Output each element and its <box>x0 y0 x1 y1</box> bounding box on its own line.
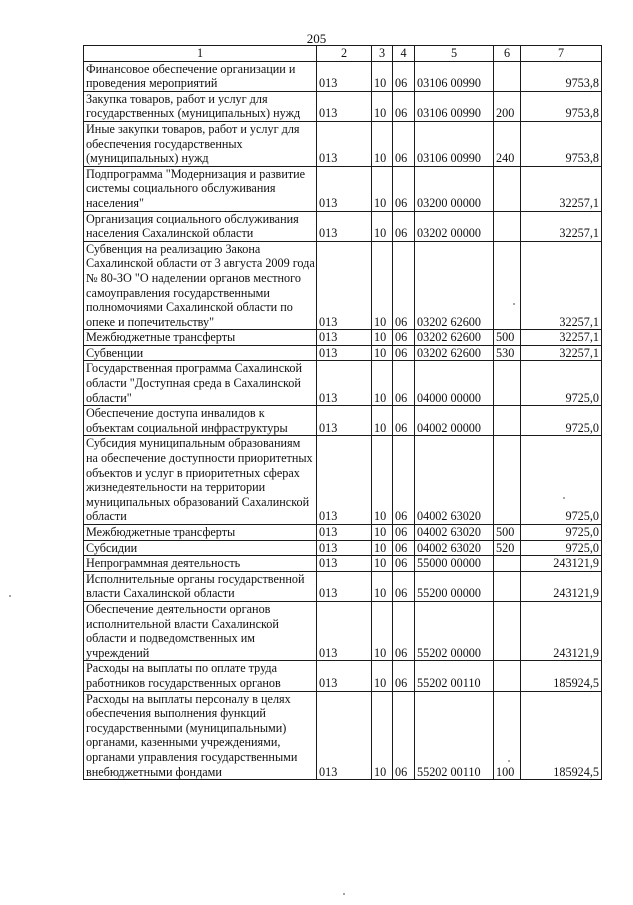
code-cell: 03200 00000 <box>415 166 494 211</box>
code-cell: 10 <box>372 540 393 556</box>
code-cell: 013 <box>317 601 372 660</box>
scan-speck <box>513 303 515 305</box>
code-cell: 55202 00110 <box>415 661 494 691</box>
amount-cell: 9753,8 <box>521 121 602 166</box>
code-cell: 530 <box>494 345 521 361</box>
code-cell: 100 <box>494 691 521 780</box>
code-cell: 013 <box>317 661 372 691</box>
code-cell: 10 <box>372 436 393 525</box>
code-cell: 03202 62600 <box>415 345 494 361</box>
code-cell: 10 <box>372 345 393 361</box>
code-cell: 013 <box>317 525 372 541</box>
code-cell: 10 <box>372 691 393 780</box>
table-row <box>84 406 602 436</box>
code-cell: 03106 00990 <box>415 121 494 166</box>
code-cell: 10 <box>372 571 393 601</box>
code-cell: 06 <box>393 91 415 121</box>
table-row <box>84 691 602 780</box>
scan-speck <box>343 893 345 895</box>
code-cell: 06 <box>393 241 415 330</box>
code-cell: 10 <box>372 361 393 406</box>
amount-cell: 243121,9 <box>521 556 602 572</box>
code-cell: 013 <box>317 406 372 436</box>
code-cell <box>494 571 521 601</box>
budget-table <box>83 45 602 780</box>
row-name-cell: Непрограммная деятельность <box>84 556 317 572</box>
code-cell: 10 <box>372 211 393 241</box>
code-cell: 55202 00000 <box>415 601 494 660</box>
table-row <box>84 166 602 211</box>
row-name-cell: Подпрограмма "Модернизация и развитие системы социального обслуживания населения" <box>84 166 317 211</box>
code-cell <box>494 241 521 330</box>
code-cell: 04002 63020 <box>415 540 494 556</box>
code-cell <box>494 361 521 406</box>
table-row <box>84 241 602 330</box>
table-row <box>84 540 602 556</box>
code-cell: 013 <box>317 540 372 556</box>
code-cell: 03202 62600 <box>415 241 494 330</box>
column-header: 4 <box>393 46 415 62</box>
code-cell: 04002 63020 <box>415 525 494 541</box>
row-name-cell: Субсидия муниципальным образованиям на обеспечение доступности приоритетных объектов и услуг в приоритетных сферах жизнедеятельности на территории муниципальных образований Сахалинской области <box>84 436 317 525</box>
table-row <box>84 571 602 601</box>
row-name-cell: Субсидии <box>84 540 317 556</box>
code-cell <box>494 166 521 211</box>
row-name-cell: Обеспечение деятельности органов исполнительной власти Сахалинской области и подведомственных им учреждений <box>84 601 317 660</box>
column-header: 3 <box>372 46 393 62</box>
column-header: 1 <box>84 46 317 62</box>
code-cell: 06 <box>393 345 415 361</box>
column-header: 2 <box>317 46 372 62</box>
code-cell: 06 <box>393 525 415 541</box>
scan-speck <box>563 497 565 499</box>
amount-cell: 9725,0 <box>521 525 602 541</box>
code-cell: 500 <box>494 330 521 346</box>
table-header-row <box>84 46 602 62</box>
table-row <box>84 91 602 121</box>
code-cell: 03106 00990 <box>415 91 494 121</box>
scan-speck <box>9 595 11 597</box>
table-row <box>84 361 602 406</box>
amount-cell: 185924,5 <box>521 691 602 780</box>
code-cell: 013 <box>317 211 372 241</box>
table-row <box>84 121 602 166</box>
amount-cell: 9753,8 <box>521 91 602 121</box>
code-cell: 55200 00000 <box>415 571 494 601</box>
code-cell: 06 <box>393 691 415 780</box>
code-cell: 03202 00000 <box>415 211 494 241</box>
code-cell: 500 <box>494 525 521 541</box>
row-name-cell: Субвенции <box>84 345 317 361</box>
code-cell: 10 <box>372 525 393 541</box>
code-cell: 013 <box>317 330 372 346</box>
code-cell: 013 <box>317 345 372 361</box>
column-header: 5 <box>415 46 494 62</box>
code-cell: 013 <box>317 361 372 406</box>
code-cell: 013 <box>317 166 372 211</box>
code-cell: 06 <box>393 361 415 406</box>
row-name-cell: Расходы на выплаты по оплате труда работников государственных органов <box>84 661 317 691</box>
table-row <box>84 525 602 541</box>
code-cell: 10 <box>372 601 393 660</box>
code-cell: 013 <box>317 571 372 601</box>
amount-cell: 32257,1 <box>521 241 602 330</box>
code-cell <box>494 601 521 660</box>
code-cell: 10 <box>372 166 393 211</box>
code-cell <box>494 661 521 691</box>
row-name-cell: Государственная программа Сахалинской области "Доступная среда в Сахалинской области" <box>84 361 317 406</box>
code-cell: 10 <box>372 406 393 436</box>
row-name-cell: Субвенция на реализацию Закона Сахалинской области от 3 августа 2009 года № 80-ЗО "О наделении органов местного самоуправления государственными полномочиями Сахалинской области по опеке и попечительству" <box>84 241 317 330</box>
code-cell <box>494 211 521 241</box>
code-cell: 10 <box>372 121 393 166</box>
code-cell: 04000 00000 <box>415 361 494 406</box>
table-row <box>84 436 602 525</box>
code-cell <box>494 61 521 91</box>
table-row <box>84 601 602 660</box>
row-name-cell: Финансовое обеспечение организации и проведения мероприятий <box>84 61 317 91</box>
row-name-cell: Расходы на выплаты персоналу в целях обеспечения выполнения функций государственными (муниципальными) органами, казенными учреждениями, органами управления государственными внебюджетными фондами <box>84 691 317 780</box>
amount-cell: 243121,9 <box>521 571 602 601</box>
amount-cell: 9753,8 <box>521 61 602 91</box>
table-row <box>84 345 602 361</box>
code-cell <box>494 436 521 525</box>
code-cell: 013 <box>317 556 372 572</box>
code-cell: 06 <box>393 406 415 436</box>
code-cell: 013 <box>317 121 372 166</box>
code-cell: 10 <box>372 556 393 572</box>
code-cell: 520 <box>494 540 521 556</box>
code-cell: 06 <box>393 330 415 346</box>
code-cell: 06 <box>393 436 415 525</box>
table-row <box>84 211 602 241</box>
column-header: 7 <box>521 46 602 62</box>
amount-cell: 32257,1 <box>521 211 602 241</box>
table-row <box>84 330 602 346</box>
code-cell: 10 <box>372 330 393 346</box>
row-name-cell: Иные закупки товаров, работ и услуг для обеспечения государственных (муниципальных) нужд <box>84 121 317 166</box>
page-number: 205 <box>306 31 327 46</box>
code-cell: 013 <box>317 241 372 330</box>
amount-cell: 32257,1 <box>521 345 602 361</box>
code-cell: 10 <box>372 661 393 691</box>
table-row <box>84 556 602 572</box>
code-cell: 10 <box>372 241 393 330</box>
code-cell: 240 <box>494 121 521 166</box>
amount-cell: 243121,9 <box>521 601 602 660</box>
table-row <box>84 61 602 91</box>
code-cell: 200 <box>494 91 521 121</box>
code-cell: 06 <box>393 211 415 241</box>
code-cell: 10 <box>372 91 393 121</box>
code-cell: 013 <box>317 436 372 525</box>
code-cell: 06 <box>393 556 415 572</box>
code-cell: 03202 62600 <box>415 330 494 346</box>
code-cell <box>494 406 521 436</box>
code-cell: 06 <box>393 121 415 166</box>
amount-cell: 9725,0 <box>521 540 602 556</box>
code-cell: 06 <box>393 61 415 91</box>
amount-cell: 9725,0 <box>521 436 602 525</box>
code-cell: 06 <box>393 540 415 556</box>
amount-cell: 32257,1 <box>521 330 602 346</box>
code-cell: 06 <box>393 661 415 691</box>
code-cell: 04002 00000 <box>415 406 494 436</box>
code-cell <box>494 556 521 572</box>
code-cell: 06 <box>393 601 415 660</box>
code-cell: 013 <box>317 91 372 121</box>
table-row <box>84 661 602 691</box>
code-cell: 10 <box>372 61 393 91</box>
code-cell: 06 <box>393 571 415 601</box>
code-cell: 06 <box>393 166 415 211</box>
amount-cell: 9725,0 <box>521 361 602 406</box>
amount-cell: 32257,1 <box>521 166 602 211</box>
code-cell: 03106 00990 <box>415 61 494 91</box>
row-name-cell: Организация социального обслуживания населения Сахалинской области <box>84 211 317 241</box>
row-name-cell: Исполнительные органы государственной власти Сахалинской области <box>84 571 317 601</box>
code-cell: 55202 00110 <box>415 691 494 780</box>
column-header: 6 <box>494 46 521 62</box>
row-name-cell: Закупка товаров, работ и услуг для государственных (муниципальных) нужд <box>84 91 317 121</box>
amount-cell: 185924,5 <box>521 661 602 691</box>
row-name-cell: Обеспечение доступа инвалидов к объектам социальной инфраструктуры <box>84 406 317 436</box>
row-name-cell: Межбюджетные трансферты <box>84 330 317 346</box>
scan-speck <box>508 760 510 762</box>
row-name-cell: Межбюджетные трансферты <box>84 525 317 541</box>
code-cell: 04002 63020 <box>415 436 494 525</box>
code-cell: 55000 00000 <box>415 556 494 572</box>
code-cell: 013 <box>317 61 372 91</box>
amount-cell: 9725,0 <box>521 406 602 436</box>
code-cell: 013 <box>317 691 372 780</box>
